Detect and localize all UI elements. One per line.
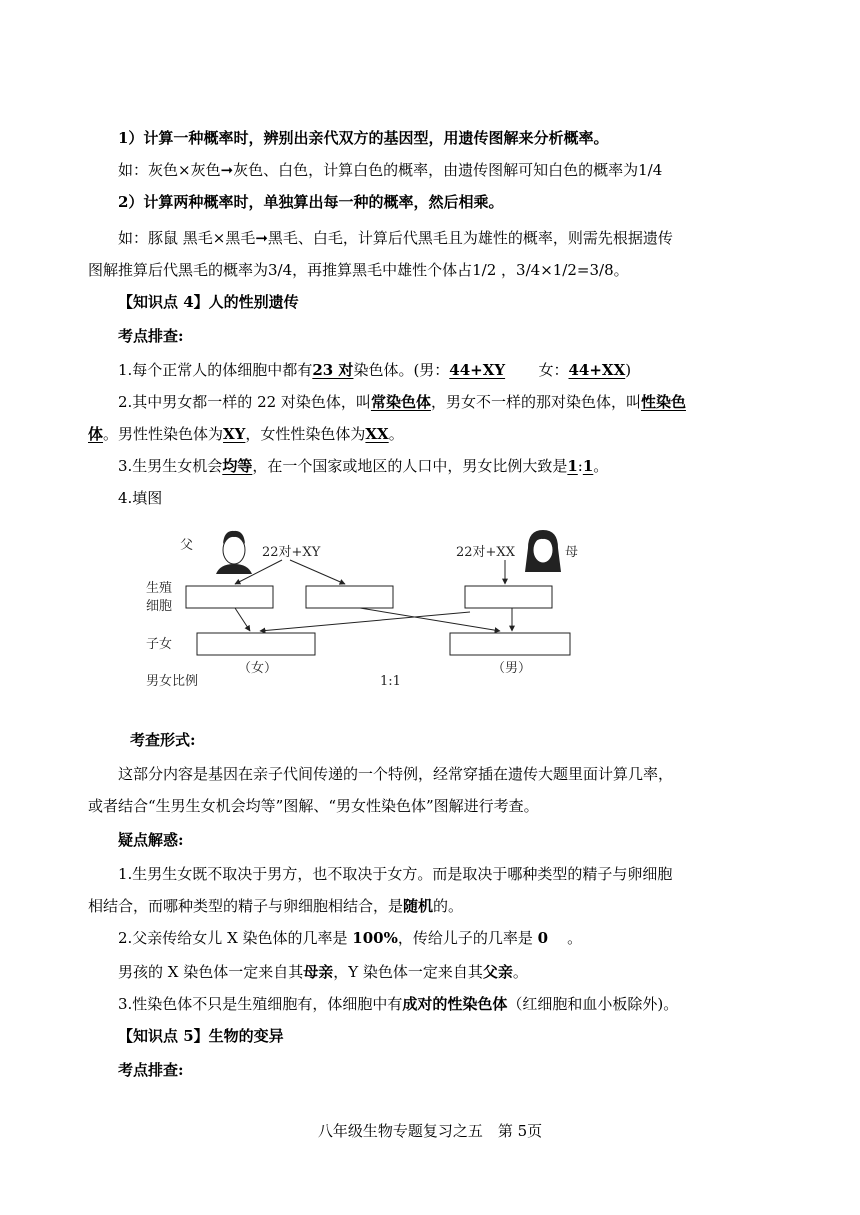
doubt-1-cont: 相结合，而哪种类型的精子与卵细胞相结合，是随机的。 — [88, 897, 464, 915]
mother-chromosomes: 22对+XX — [456, 545, 515, 560]
male-label: （男） — [492, 661, 532, 676]
father-face-icon — [216, 531, 252, 574]
gamete-label-1: 生殖 — [146, 581, 173, 596]
exam-points-label-2: 考点排查: — [118, 1061, 184, 1079]
mother-label: 母 — [565, 545, 579, 560]
exam-points-label: 考点排查: — [118, 327, 184, 345]
statement-1: 1.每个正常人的体细胞中都有23 对染色体。(男：44+XY 女：44+XX) — [118, 361, 632, 379]
method-2-example-line1: 如：豚鼠 黑毛×黑毛➞黑毛、白毛，计算后代黑毛且为雄性的概率，则需先根据遗传 — [118, 229, 673, 247]
statement-2: 2.其中男女都一样的 22 对染色体，叫常染色体，男女不一样的那对染色体，叫性染色 — [118, 393, 686, 411]
doubt-2-cont: 男孩的 X 染色体一定来自其母亲，Y 染色体一定来自其父亲。 — [118, 963, 528, 981]
knowledge-point-4-heading: 【知识点 4】人的性别遗传 — [118, 293, 299, 311]
exam-form-line1: 这部分内容是基因在亲子代间传递的一个特例，经常穿插在遗传大题里面计算几率， — [118, 765, 674, 783]
method-2: 2）计算两种概率时，单独算出每一种的概率，然后相乘。 — [118, 193, 504, 211]
statement-2-cont: 体。男性性染色体为XY，女性性染色体为XX。 — [88, 425, 404, 443]
sperm-x-box — [186, 586, 273, 608]
sex-ratio-value: 1:1 — [380, 674, 401, 689]
method-1: 1）计算一种概率时，辨别出亲代双方的基因型，用遗传图解来分析概率。 — [118, 129, 609, 147]
mother-face-icon — [525, 530, 561, 572]
exam-form-line2: 或者结合“生男生女机会均等”图解、“男女性染色体”图解进行考查。 — [88, 797, 539, 815]
sex-inheritance-diagram — [140, 520, 610, 700]
doubt-2: 2.父亲传给女儿 X 染色体的几率是 100%，传给儿子的几率是 0 。 — [118, 929, 583, 947]
sperm-y-box — [306, 586, 393, 608]
exam-form-heading: 考查形式: — [130, 731, 196, 749]
father-chromosomes: 22对+XY — [262, 545, 321, 560]
father-label: 父 — [180, 538, 194, 553]
statement-4: 4.填图 — [118, 489, 163, 507]
method-1-example: 如：灰色×灰色➞灰色、白色，计算白色的概率，由遗传图解可知白色的概率为1/4 — [118, 161, 663, 179]
sex-ratio-label: 男女比例 — [146, 674, 199, 689]
son-box — [450, 633, 570, 655]
page-footer: 八年级生物专题复习之五 第 5页 — [317, 1122, 543, 1140]
doubt-3: 3.性染色体不只是生殖细胞有，体细胞中有成对的性染色体（红细胞和血小板除外)。 — [118, 995, 679, 1013]
doubt-heading: 疑点解惑: — [118, 831, 184, 849]
doubt-1: 1.生男生女既不取决于男方，也不取决于女方。而是取决于哪种类型的精子与卵细胞 — [118, 865, 673, 883]
statement-3: 3.生男生女机会均等，在一个国家或地区的人口中，男女比例大致是1:1。 — [118, 457, 609, 475]
daughter-box — [197, 633, 315, 655]
egg-x-box — [465, 586, 552, 608]
children-label: 子女 — [146, 637, 173, 652]
female-label: （女） — [238, 661, 278, 676]
gamete-label-2: 细胞 — [146, 599, 173, 614]
method-2-example-line2: 图解推算后代黑毛的概率为3/4，再推算黑毛中雄性个体占1/2 ，3/4×1/2=3/8。 — [88, 261, 629, 279]
knowledge-point-5-heading: 【知识点 5】生物的变异 — [118, 1027, 284, 1045]
